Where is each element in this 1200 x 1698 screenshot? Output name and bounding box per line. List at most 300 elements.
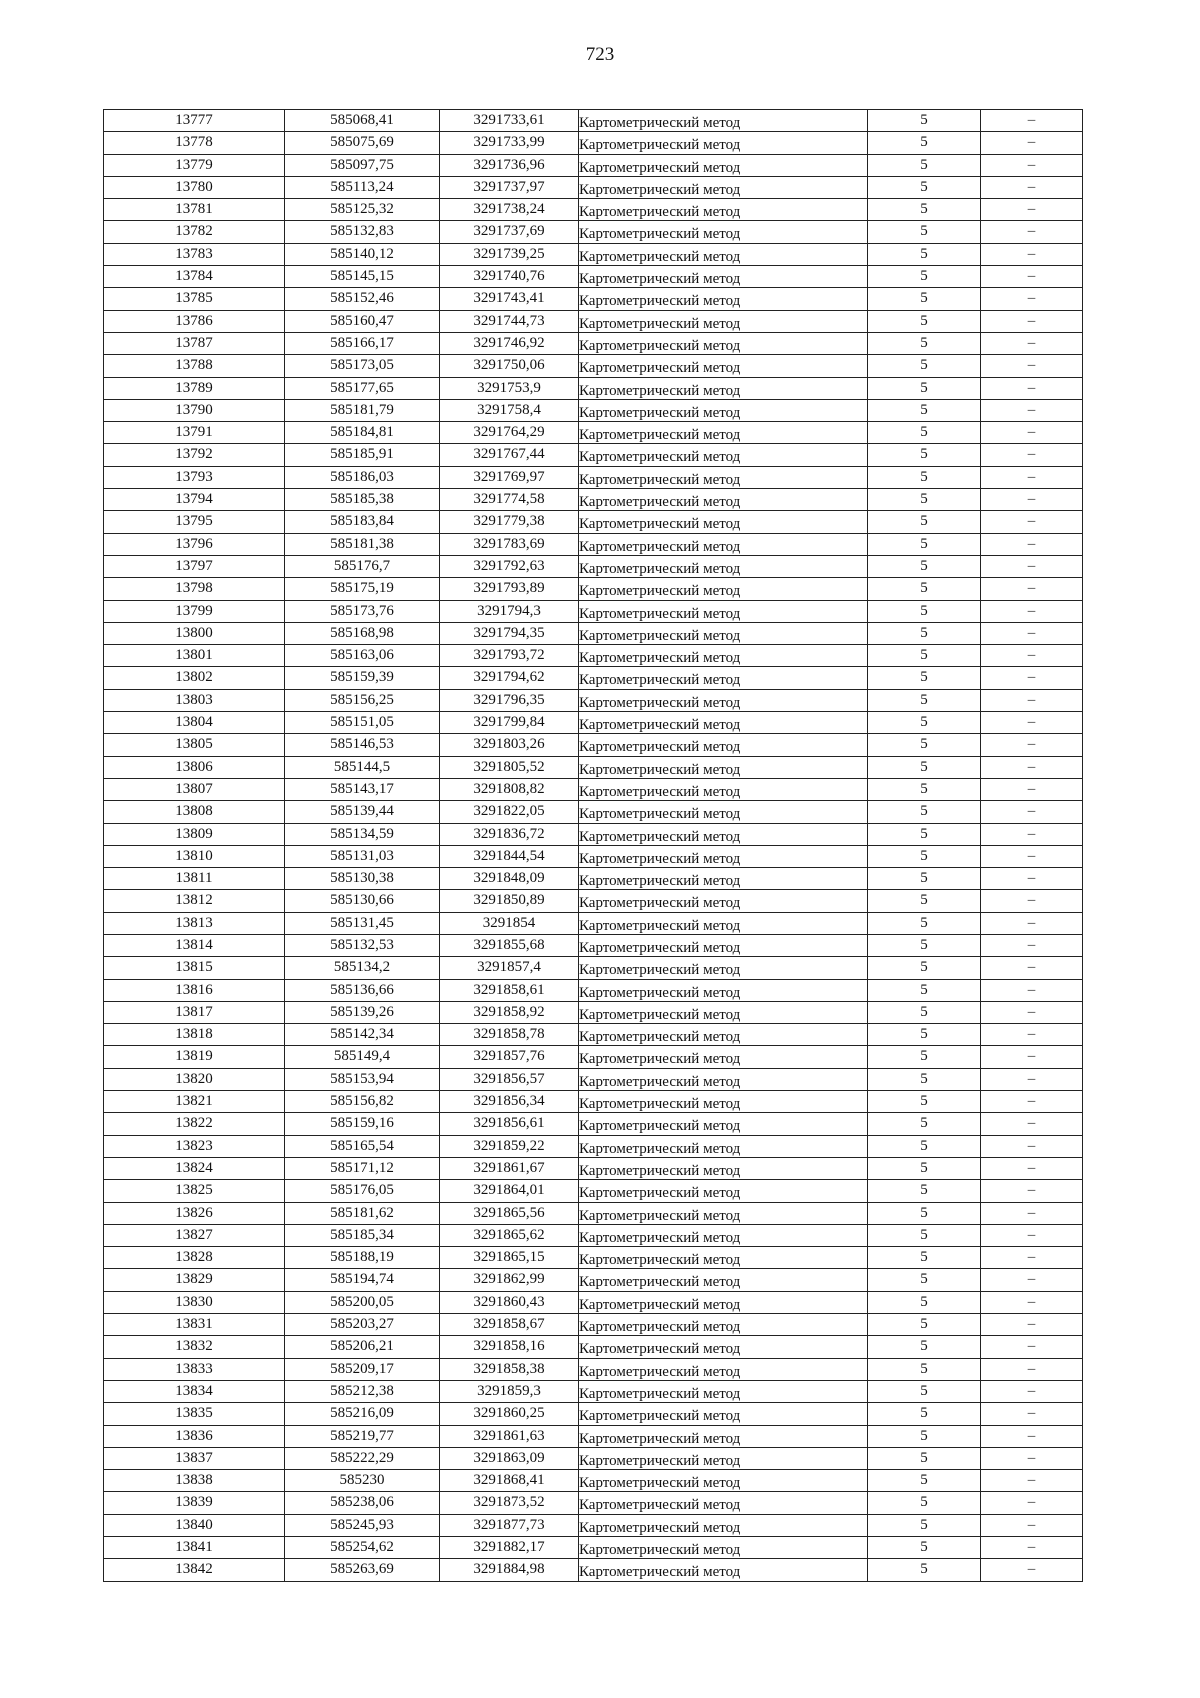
y-coordinate-cell: 3291808,82: [440, 778, 579, 800]
method-cell: [579, 466, 868, 488]
method-cell: [579, 1247, 868, 1269]
method-cell: [579, 600, 868, 622]
x-coordinate-cell: 585254,62: [285, 1537, 440, 1559]
method-label: Картометрический метод: [579, 1385, 741, 1402]
accuracy-cell: 5: [868, 1314, 981, 1336]
y-coordinate-cell: 3291858,92: [440, 1001, 579, 1023]
table-row: [104, 511, 1083, 533]
x-coordinate-cell: 585113,24: [285, 176, 440, 198]
x-coordinate-cell: 585173,76: [285, 600, 440, 622]
point-number-cell: 13842: [104, 1559, 285, 1581]
y-coordinate-cell: 3291769,97: [440, 466, 579, 488]
x-coordinate-cell: 585185,34: [285, 1224, 440, 1246]
table-body: [104, 110, 1083, 1582]
y-coordinate-cell: 3291877,73: [440, 1514, 579, 1536]
dash-cell: –: [981, 1447, 1083, 1469]
accuracy-cell: 5: [868, 489, 981, 511]
table-row: [104, 778, 1083, 800]
method-label: Картометрический метод: [579, 739, 741, 756]
table-row: [104, 110, 1083, 132]
point-number-cell: 13803: [104, 689, 285, 711]
y-coordinate-cell: 3291865,15: [440, 1247, 579, 1269]
method-label: Картометрический метод: [579, 1274, 741, 1291]
accuracy-cell: 5: [868, 712, 981, 734]
accuracy-cell: 5: [868, 377, 981, 399]
point-number-cell: 13827: [104, 1224, 285, 1246]
x-coordinate-cell: 585194,74: [285, 1269, 440, 1291]
method-label: Картометрический метод: [579, 1252, 741, 1269]
method-label: Картометрический метод: [579, 1029, 741, 1046]
method-label: Картометрический метод: [579, 1452, 741, 1469]
y-coordinate-cell: 3291764,29: [440, 422, 579, 444]
method-cell: [579, 823, 868, 845]
y-coordinate-cell: 3291796,35: [440, 689, 579, 711]
accuracy-cell: 5: [868, 1113, 981, 1135]
dash-cell: –: [981, 1537, 1083, 1559]
accuracy-cell: 5: [868, 132, 981, 154]
y-coordinate-cell: 3291858,16: [440, 1336, 579, 1358]
point-number-cell: 13807: [104, 778, 285, 800]
point-number-cell: 13824: [104, 1157, 285, 1179]
method-cell: [579, 1380, 868, 1402]
x-coordinate-cell: 585142,34: [285, 1024, 440, 1046]
accuracy-cell: 5: [868, 1247, 981, 1269]
method-cell: [579, 934, 868, 956]
accuracy-cell: 5: [868, 1537, 981, 1559]
y-coordinate-cell: 3291750,06: [440, 355, 579, 377]
dash-cell: –: [981, 912, 1083, 934]
y-coordinate-cell: 3291859,22: [440, 1135, 579, 1157]
table-row: [104, 533, 1083, 555]
dash-cell: –: [981, 243, 1083, 265]
accuracy-cell: 5: [868, 890, 981, 912]
table-row: [104, 1224, 1083, 1246]
method-label: Картометрический метод: [579, 1430, 741, 1447]
dash-cell: –: [981, 1492, 1083, 1514]
accuracy-cell: 5: [868, 176, 981, 198]
method-label: Картометрический метод: [579, 1096, 741, 1113]
y-coordinate-cell: 3291861,63: [440, 1425, 579, 1447]
table-row: [104, 288, 1083, 310]
method-label: Картометрический метод: [579, 605, 741, 622]
point-number-cell: 13787: [104, 332, 285, 354]
dash-cell: –: [981, 444, 1083, 466]
method-cell: [579, 622, 868, 644]
table-row: [104, 377, 1083, 399]
y-coordinate-cell: 3291884,98: [440, 1559, 579, 1581]
method-label: Картометрический метод: [579, 828, 741, 845]
table-row: [104, 154, 1083, 176]
accuracy-cell: 5: [868, 288, 981, 310]
accuracy-cell: 5: [868, 1269, 981, 1291]
method-cell: [579, 801, 868, 823]
accuracy-cell: 5: [868, 221, 981, 243]
method-cell: [579, 355, 868, 377]
accuracy-cell: 5: [868, 979, 981, 1001]
method-cell: [579, 1269, 868, 1291]
point-number-cell: 13832: [104, 1336, 285, 1358]
y-coordinate-cell: 3291844,54: [440, 845, 579, 867]
y-coordinate-cell: 3291848,09: [440, 868, 579, 890]
method-cell: [579, 221, 868, 243]
method-cell: [579, 533, 868, 555]
accuracy-cell: 5: [868, 154, 981, 176]
method-cell: [579, 1291, 868, 1313]
method-cell: [579, 1403, 868, 1425]
method-cell: [579, 1336, 868, 1358]
y-coordinate-cell: 3291882,17: [440, 1537, 579, 1559]
accuracy-cell: 5: [868, 689, 981, 711]
x-coordinate-cell: 585132,53: [285, 934, 440, 956]
y-coordinate-cell: 3291793,89: [440, 578, 579, 600]
table-row: [104, 1425, 1083, 1447]
x-coordinate-cell: 585216,09: [285, 1403, 440, 1425]
x-coordinate-cell: 585222,29: [285, 1447, 440, 1469]
accuracy-cell: 5: [868, 868, 981, 890]
point-number-cell: 13798: [104, 578, 285, 600]
y-coordinate-cell: 3291855,68: [440, 934, 579, 956]
x-coordinate-cell: 585181,38: [285, 533, 440, 555]
x-coordinate-cell: 585131,03: [285, 845, 440, 867]
method-cell: [579, 399, 868, 421]
method-label: Картометрический метод: [579, 337, 741, 354]
table-row: [104, 1113, 1083, 1135]
accuracy-cell: 5: [868, 578, 981, 600]
method-label: Картометрический метод: [579, 1341, 741, 1358]
accuracy-cell: 5: [868, 1470, 981, 1492]
method-cell: [579, 868, 868, 890]
dash-cell: –: [981, 1403, 1083, 1425]
table-row: [104, 957, 1083, 979]
point-number-cell: 13836: [104, 1425, 285, 1447]
accuracy-cell: 5: [868, 622, 981, 644]
method-cell: [579, 1425, 868, 1447]
point-number-cell: 13786: [104, 310, 285, 332]
y-coordinate-cell: 3291792,63: [440, 555, 579, 577]
dash-cell: –: [981, 310, 1083, 332]
table-row: [104, 934, 1083, 956]
point-number-cell: 13788: [104, 355, 285, 377]
point-number-cell: 13811: [104, 868, 285, 890]
dash-cell: –: [981, 489, 1083, 511]
accuracy-cell: 5: [868, 310, 981, 332]
table-row: [104, 489, 1083, 511]
point-number-cell: 13777: [104, 110, 285, 132]
x-coordinate-cell: 585151,05: [285, 712, 440, 734]
method-cell: [579, 332, 868, 354]
method-label: Картометрический метод: [579, 1140, 741, 1157]
accuracy-cell: 5: [868, 511, 981, 533]
y-coordinate-cell: 3291737,69: [440, 221, 579, 243]
accuracy-cell: 5: [868, 1135, 981, 1157]
y-coordinate-cell: 3291868,41: [440, 1470, 579, 1492]
point-number-cell: 13799: [104, 600, 285, 622]
table-row: [104, 243, 1083, 265]
table-row: [104, 1068, 1083, 1090]
x-coordinate-cell: 585165,54: [285, 1135, 440, 1157]
y-coordinate-cell: 3291733,61: [440, 110, 579, 132]
method-label: Картометрический метод: [579, 672, 741, 689]
table-row: [104, 1135, 1083, 1157]
y-coordinate-cell: 3291743,41: [440, 288, 579, 310]
method-label: Картометрический метод: [579, 939, 741, 956]
x-coordinate-cell: 585134,2: [285, 957, 440, 979]
accuracy-cell: 5: [868, 1447, 981, 1469]
point-number-cell: 13808: [104, 801, 285, 823]
method-cell: [579, 1113, 868, 1135]
dash-cell: –: [981, 1224, 1083, 1246]
x-coordinate-cell: 585181,79: [285, 399, 440, 421]
dash-cell: –: [981, 1157, 1083, 1179]
method-label: Картометрический метод: [579, 271, 741, 288]
accuracy-cell: 5: [868, 734, 981, 756]
x-coordinate-cell: 585160,47: [285, 310, 440, 332]
method-label: Картометрический метод: [579, 1319, 741, 1336]
dash-cell: –: [981, 533, 1083, 555]
y-coordinate-cell: 3291856,61: [440, 1113, 579, 1135]
point-number-cell: 13821: [104, 1091, 285, 1113]
y-coordinate-cell: 3291858,78: [440, 1024, 579, 1046]
method-label: Картометрический метод: [579, 1363, 741, 1380]
dash-cell: –: [981, 845, 1083, 867]
y-coordinate-cell: 3291799,84: [440, 712, 579, 734]
dash-cell: –: [981, 823, 1083, 845]
point-number-cell: 13833: [104, 1358, 285, 1380]
point-number-cell: 13819: [104, 1046, 285, 1068]
method-cell: [579, 1358, 868, 1380]
y-coordinate-cell: 3291873,52: [440, 1492, 579, 1514]
dash-cell: –: [981, 266, 1083, 288]
method-cell: [579, 377, 868, 399]
accuracy-cell: 5: [868, 110, 981, 132]
accuracy-cell: 5: [868, 1336, 981, 1358]
method-cell: [579, 444, 868, 466]
x-coordinate-cell: 585177,65: [285, 377, 440, 399]
point-number-cell: 13834: [104, 1380, 285, 1402]
method-label: Картометрический метод: [579, 1006, 741, 1023]
y-coordinate-cell: 3291858,61: [440, 979, 579, 1001]
point-number-cell: 13831: [104, 1314, 285, 1336]
accuracy-cell: 5: [868, 823, 981, 845]
accuracy-cell: 5: [868, 645, 981, 667]
point-number-cell: 13822: [104, 1113, 285, 1135]
method-cell: [579, 1091, 868, 1113]
point-number-cell: 13792: [104, 444, 285, 466]
point-number-cell: 13826: [104, 1202, 285, 1224]
x-coordinate-cell: 585188,19: [285, 1247, 440, 1269]
table-row: [104, 868, 1083, 890]
y-coordinate-cell: 3291865,56: [440, 1202, 579, 1224]
y-coordinate-cell: 3291744,73: [440, 310, 579, 332]
point-number-cell: 13816: [104, 979, 285, 1001]
table-row: [104, 332, 1083, 354]
table-row: [104, 622, 1083, 644]
dash-cell: –: [981, 1180, 1083, 1202]
dash-cell: –: [981, 555, 1083, 577]
x-coordinate-cell: 585176,05: [285, 1180, 440, 1202]
method-label: Картометрический метод: [579, 583, 741, 600]
y-coordinate-cell: 3291739,25: [440, 243, 579, 265]
method-cell: [579, 489, 868, 511]
y-coordinate-cell: 3291856,57: [440, 1068, 579, 1090]
dash-cell: –: [981, 979, 1083, 1001]
method-label: Картометрический метод: [579, 1519, 741, 1536]
method-cell: [579, 1514, 868, 1536]
accuracy-cell: 5: [868, 934, 981, 956]
table-row: [104, 1358, 1083, 1380]
method-label: Картометрический метод: [579, 1229, 741, 1246]
y-coordinate-cell: 3291836,72: [440, 823, 579, 845]
method-cell: [579, 310, 868, 332]
dash-cell: –: [981, 466, 1083, 488]
accuracy-cell: 5: [868, 667, 981, 689]
table-row: [104, 555, 1083, 577]
point-number-cell: 13796: [104, 533, 285, 555]
point-number-cell: 13789: [104, 377, 285, 399]
table-row: [104, 667, 1083, 689]
table-row: [104, 221, 1083, 243]
y-coordinate-cell: 3291857,76: [440, 1046, 579, 1068]
table-row: [104, 1537, 1083, 1559]
y-coordinate-cell: 3291753,9: [440, 377, 579, 399]
method-cell: [579, 979, 868, 1001]
y-coordinate-cell: 3291767,44: [440, 444, 579, 466]
method-cell: [579, 243, 868, 265]
x-coordinate-cell: 585149,4: [285, 1046, 440, 1068]
dash-cell: –: [981, 689, 1083, 711]
method-cell: [579, 511, 868, 533]
method-label: Картометрический метод: [579, 783, 741, 800]
x-coordinate-cell: 585166,17: [285, 332, 440, 354]
y-coordinate-cell: 3291859,3: [440, 1380, 579, 1402]
dash-cell: –: [981, 622, 1083, 644]
accuracy-cell: 5: [868, 1202, 981, 1224]
point-number-cell: 13784: [104, 266, 285, 288]
method-cell: [579, 1470, 868, 1492]
method-cell: [579, 1068, 868, 1090]
point-number-cell: 13805: [104, 734, 285, 756]
y-coordinate-cell: 3291740,76: [440, 266, 579, 288]
table-row: [104, 1202, 1083, 1224]
x-coordinate-cell: 585136,66: [285, 979, 440, 1001]
accuracy-cell: 5: [868, 1024, 981, 1046]
y-coordinate-cell: 3291850,89: [440, 890, 579, 912]
method-label: Картометрический метод: [579, 427, 741, 444]
accuracy-cell: 5: [868, 355, 981, 377]
y-coordinate-cell: 3291793,72: [440, 645, 579, 667]
method-label: Картометрический метод: [579, 1051, 741, 1068]
point-number-cell: 13812: [104, 890, 285, 912]
x-coordinate-cell: 585140,12: [285, 243, 440, 265]
table-row: [104, 1403, 1083, 1425]
y-coordinate-cell: 3291860,25: [440, 1403, 579, 1425]
dash-cell: –: [981, 957, 1083, 979]
y-coordinate-cell: 3291858,67: [440, 1314, 579, 1336]
dash-cell: –: [981, 1425, 1083, 1447]
y-coordinate-cell: 3291779,38: [440, 511, 579, 533]
y-coordinate-cell: 3291861,67: [440, 1157, 579, 1179]
x-coordinate-cell: 585209,17: [285, 1358, 440, 1380]
method-label: Картометрический метод: [579, 962, 741, 979]
method-cell: [579, 199, 868, 221]
dash-cell: –: [981, 645, 1083, 667]
x-coordinate-cell: 585181,62: [285, 1202, 440, 1224]
dash-cell: –: [981, 1514, 1083, 1536]
x-coordinate-cell: 585212,38: [285, 1380, 440, 1402]
dash-cell: –: [981, 1269, 1083, 1291]
y-coordinate-cell: 3291864,01: [440, 1180, 579, 1202]
x-coordinate-cell: 585139,26: [285, 1001, 440, 1023]
method-label: Картометрический метод: [579, 471, 741, 488]
y-coordinate-cell: 3291746,92: [440, 332, 579, 354]
method-label: Картометрический метод: [579, 293, 741, 310]
method-label: Картометрический метод: [579, 650, 741, 667]
point-number-cell: 13797: [104, 555, 285, 577]
table-row: [104, 176, 1083, 198]
method-label: Картометрический метод: [579, 1162, 741, 1179]
method-cell: [579, 288, 868, 310]
x-coordinate-cell: 585185,38: [285, 489, 440, 511]
x-coordinate-cell: 585171,12: [285, 1157, 440, 1179]
table-row: [104, 734, 1083, 756]
dash-cell: –: [981, 1202, 1083, 1224]
method-cell: [579, 555, 868, 577]
table-row: [104, 890, 1083, 912]
table-row: [104, 979, 1083, 1001]
x-coordinate-cell: 585144,5: [285, 756, 440, 778]
method-cell: [579, 1447, 868, 1469]
x-coordinate-cell: 585186,03: [285, 466, 440, 488]
accuracy-cell: 5: [868, 1291, 981, 1313]
dash-cell: –: [981, 377, 1083, 399]
method-label: Картометрический метод: [579, 806, 741, 823]
x-coordinate-cell: 585184,81: [285, 422, 440, 444]
point-number-cell: 13839: [104, 1492, 285, 1514]
x-coordinate-cell: 585163,06: [285, 645, 440, 667]
method-label: Картометрический метод: [579, 850, 741, 867]
method-label: Картометрический метод: [579, 1207, 741, 1224]
accuracy-cell: 5: [868, 422, 981, 444]
x-coordinate-cell: 585075,69: [285, 132, 440, 154]
point-number-cell: 13785: [104, 288, 285, 310]
dash-cell: –: [981, 667, 1083, 689]
point-number-cell: 13783: [104, 243, 285, 265]
y-coordinate-cell: 3291794,62: [440, 667, 579, 689]
point-number-cell: 13782: [104, 221, 285, 243]
accuracy-cell: 5: [868, 1157, 981, 1179]
y-coordinate-cell: 3291794,3: [440, 600, 579, 622]
accuracy-cell: 5: [868, 1380, 981, 1402]
dash-cell: –: [981, 1314, 1083, 1336]
point-number-cell: 13823: [104, 1135, 285, 1157]
method-label: Картометрический метод: [579, 694, 741, 711]
accuracy-cell: 5: [868, 1403, 981, 1425]
point-number-cell: 13791: [104, 422, 285, 444]
x-coordinate-cell: 585068,41: [285, 110, 440, 132]
method-label: Картометрический метод: [579, 204, 741, 221]
table-row: [104, 444, 1083, 466]
coordinates-table: [103, 109, 1083, 1582]
accuracy-cell: 5: [868, 1180, 981, 1202]
table-row: [104, 1291, 1083, 1313]
dash-cell: –: [981, 600, 1083, 622]
table-row: [104, 422, 1083, 444]
point-number-cell: 13793: [104, 466, 285, 488]
method-label: Картометрический метод: [579, 1475, 741, 1492]
dash-cell: –: [981, 1291, 1083, 1313]
method-cell: [579, 1180, 868, 1202]
x-coordinate-cell: 585159,39: [285, 667, 440, 689]
